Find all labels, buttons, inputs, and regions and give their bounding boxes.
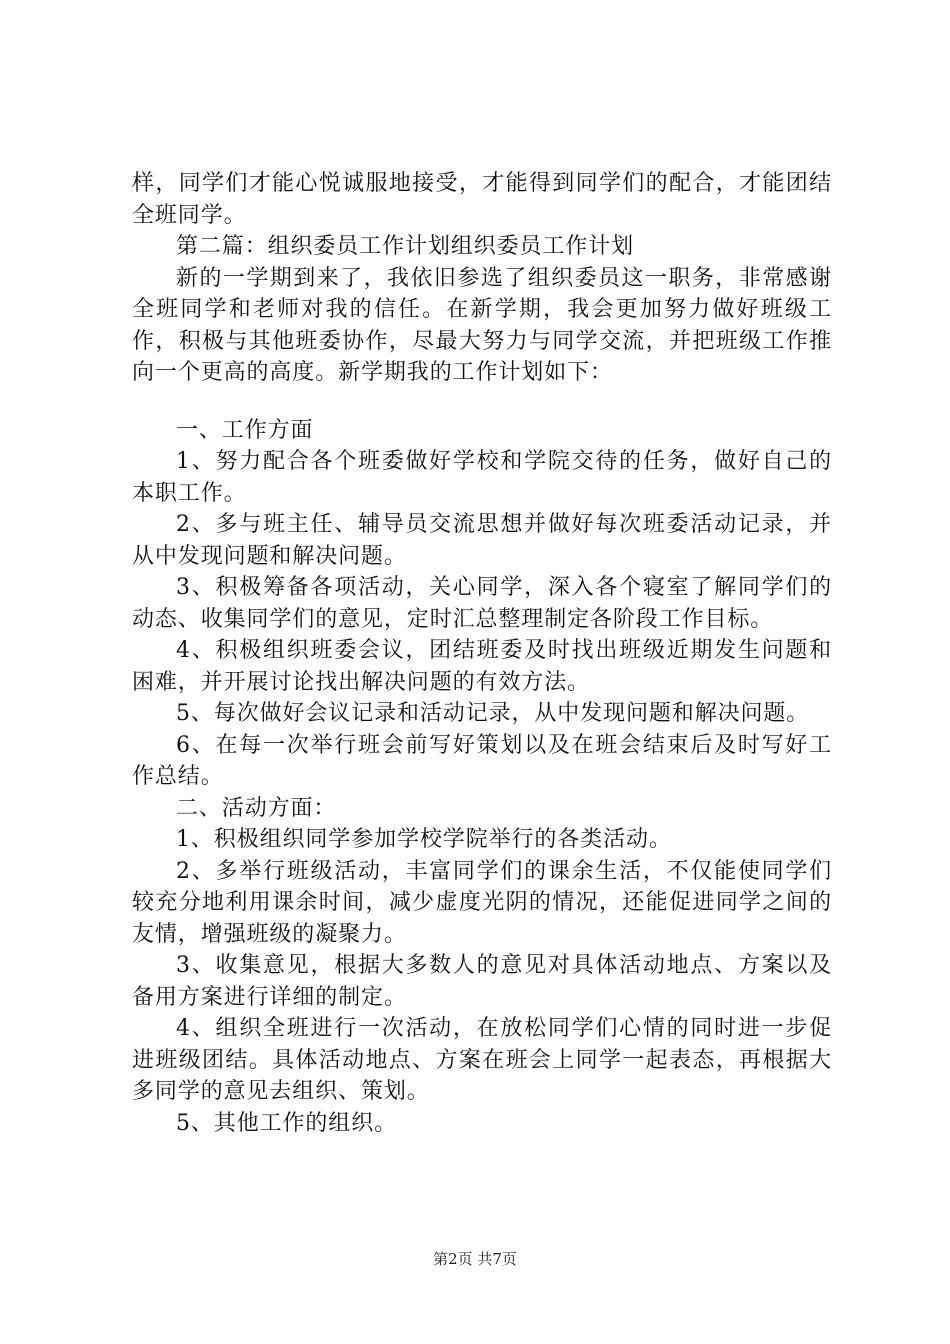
- work-item-1: 1、努力配合各个班委做好学校和学院交待的任务，做好自己的本职工作。: [132, 449, 832, 506]
- heading-activity-aspect: 二、活动方面：: [176, 795, 337, 821]
- section-title: 第二篇：组织委员工作计划组织委员工作计划: [176, 234, 635, 259]
- work-item-3: 3、积极筹备各项活动，关心同学，深入各个寝室了解同学们的动态、收集同学们的意见，定时汇总整理制定各阶段工作目标。: [132, 575, 832, 632]
- activity-item-3: 3、收集意见，根据大多数人的意见对具体活动地点、方案以及备用方案进行详细的制定。: [132, 953, 832, 1010]
- activity-item-4: 4、组织全班进行一次活动，在放松同学们心情的同时进一步促进班级团结。具体活动地点、方案在班会上同学一起表态，再根据大多同学的意见去组织、策划。: [132, 1016, 832, 1104]
- activity-item-5: 5、其他工作的组织。: [176, 1110, 397, 1136]
- work-item-4: 4、积极组织班委会议，团结班委及时找出班级近期发生问题和困难，并开展讨论找出解决问题的有效方法。: [132, 638, 832, 695]
- heading-work-aspect: 一、工作方面: [176, 417, 314, 443]
- page-footer: [0, 1248, 950, 1269]
- work-item-5: 5、每次做好会议记录和活动记录，从中发现问题和解决问题。: [176, 701, 810, 726]
- intro-paragraph: 新的一学期到来了，我依旧参选了组织委员这一职务，非常感谢全班同学和老师对我的信任。在新学期，我会更加努力做好班级工作，积极与其他班委协作，尽最大努力与同学交流，并把班级工作推向一个更高的高度。新学期我的工作计划如下：: [132, 265, 832, 385]
- activity-item-1: 1、积极组织同学参加学校学院举行的各类活动。: [176, 827, 672, 852]
- document-body: [132, 168, 832, 1139]
- work-item-2: 2、多与班主任、辅导员交流思想并做好每次班委活动记录，并从中发现问题和解决问题。: [132, 512, 832, 569]
- paragraph-continuation: 样，同学们才能心悦诚服地接受，才能得到同学们的配合，才能团结全班同学。: [132, 171, 832, 228]
- work-item-6: 6、在每一次举行班会前写好策划以及在班会结束后及时写好工作总结。: [132, 732, 832, 789]
- activity-item-2: 2、多举行班级活动，丰富同学们的课余生活，不仅能使同学们较充分地利用课余时间，减少虚度光阴的情况，还能促进同学之间的友情，增强班级的凝聚力。: [132, 858, 832, 947]
- page-number-label: 第2页 共7页: [433, 1250, 517, 1268]
